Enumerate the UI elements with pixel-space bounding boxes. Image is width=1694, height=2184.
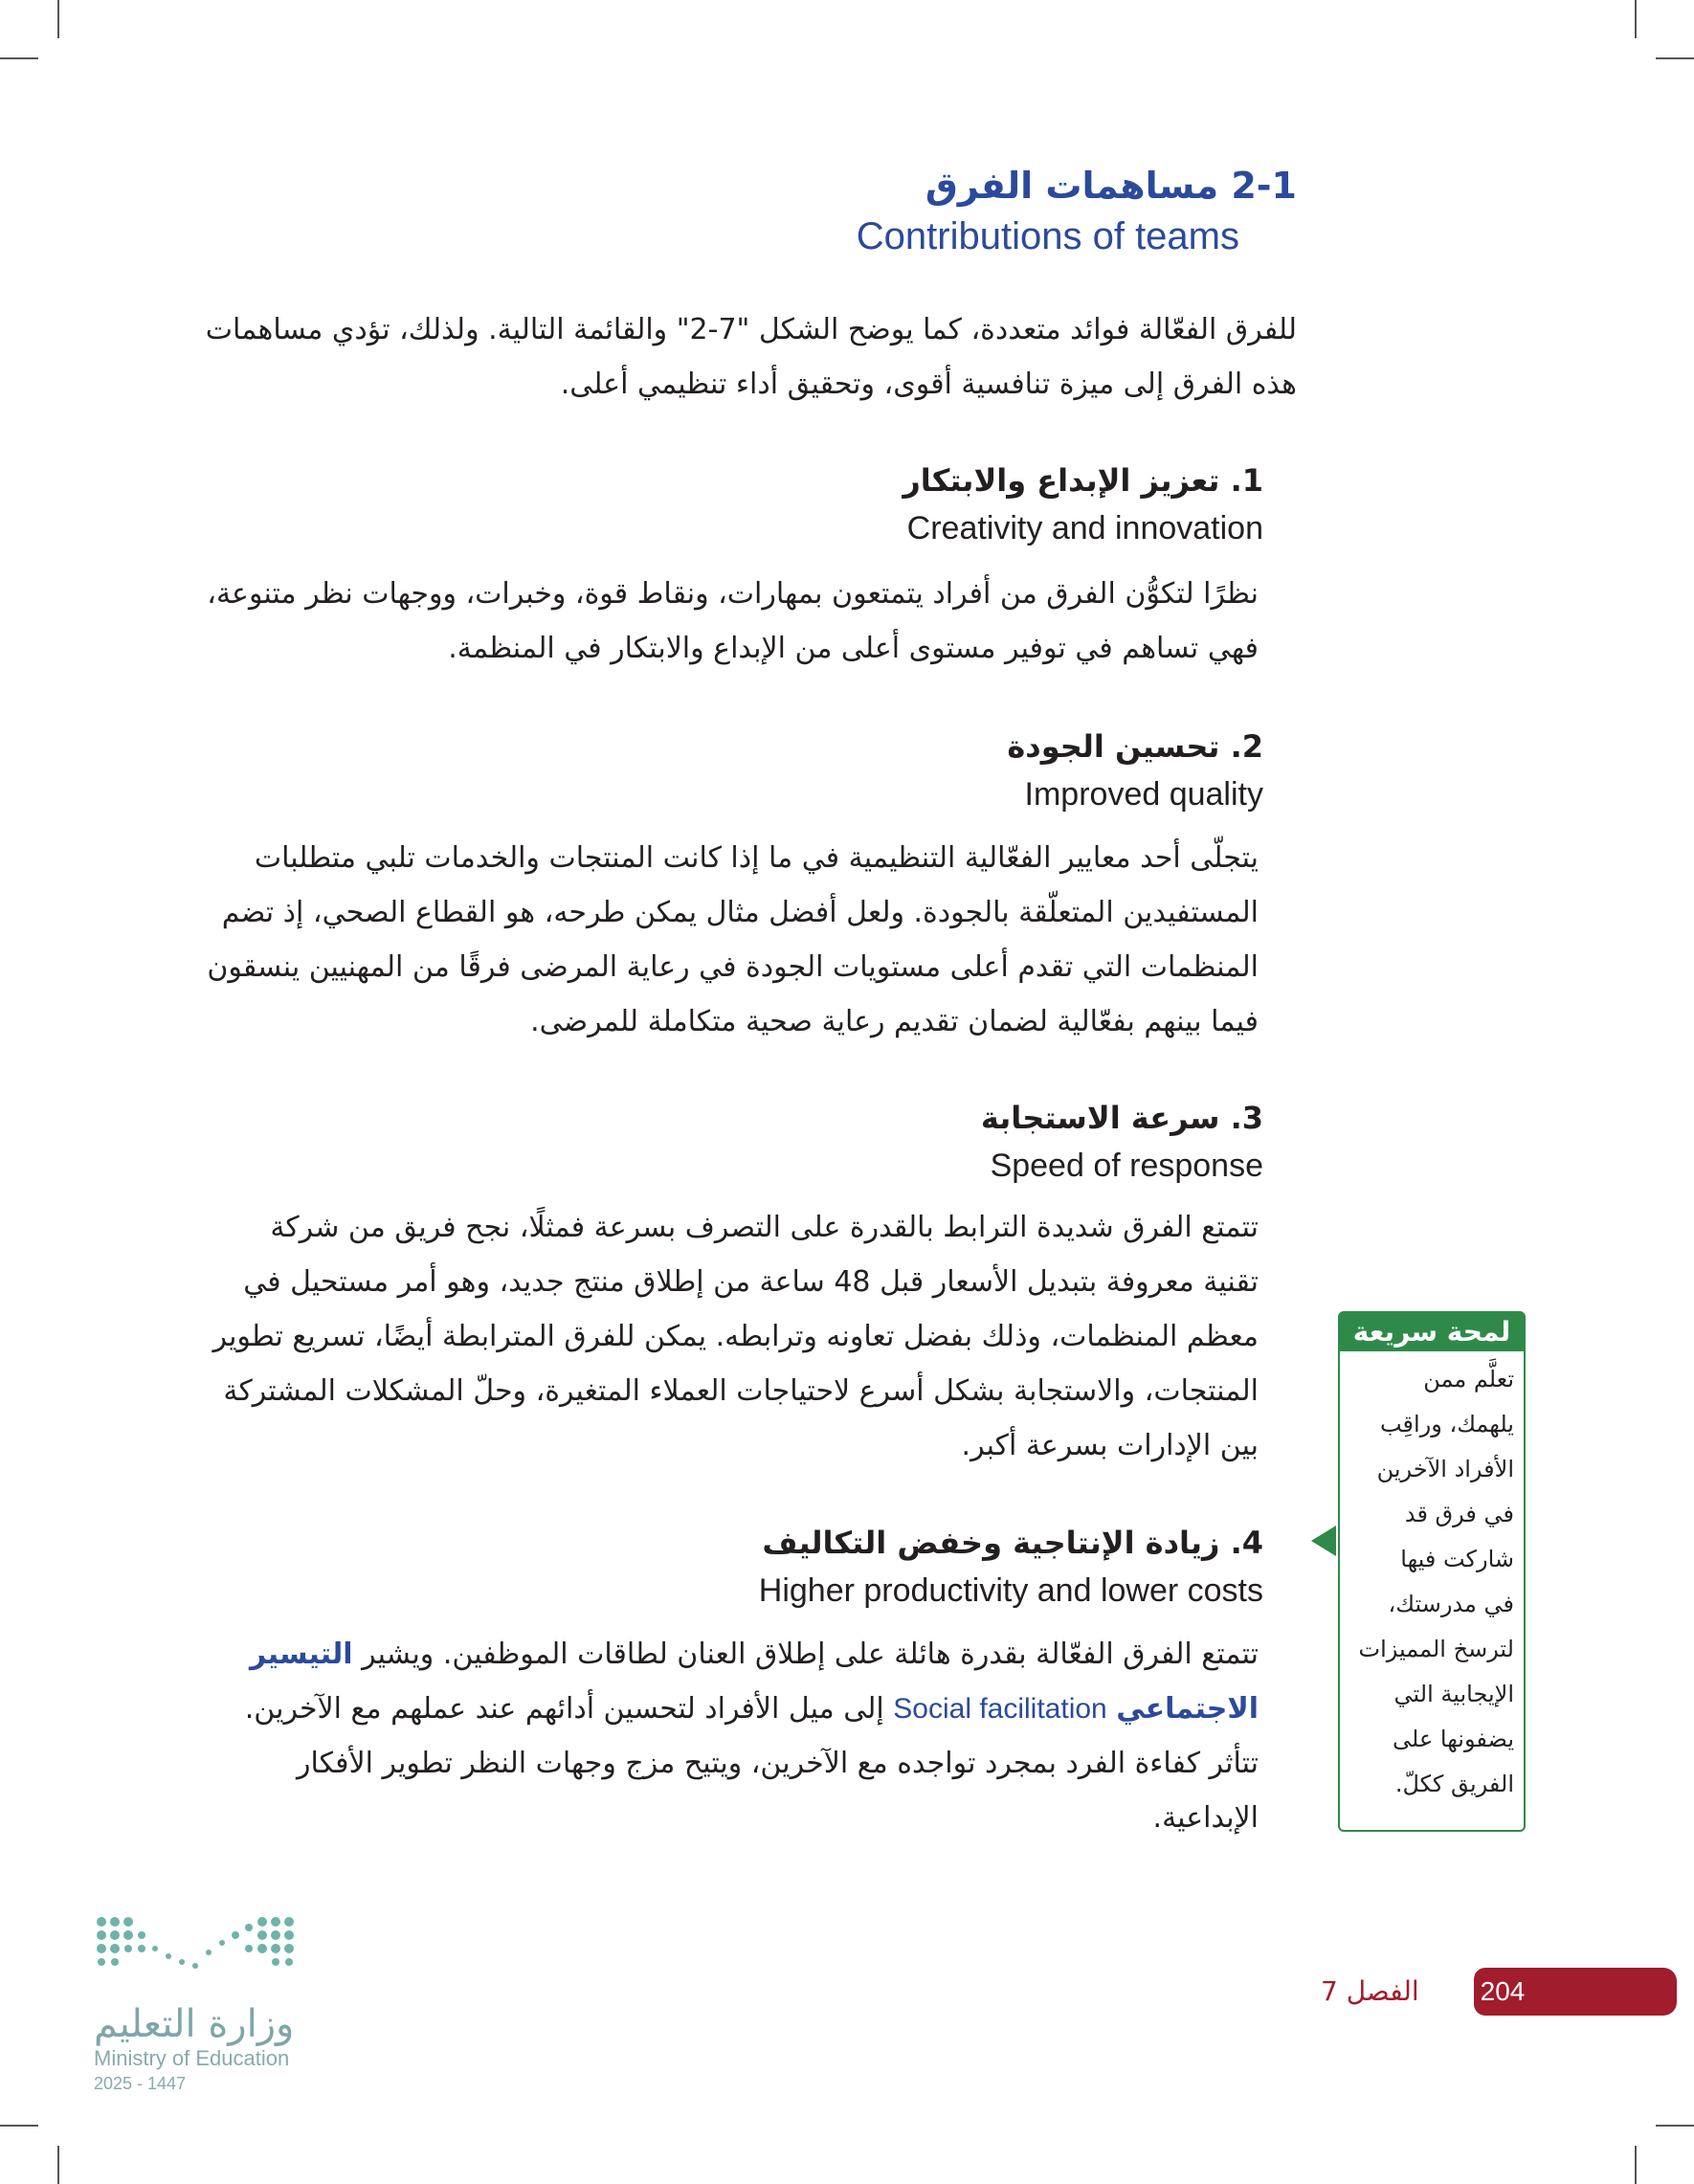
item-subtitle-creativity: Creativity and innovation (906, 510, 1263, 546)
page-number: 204 (1474, 1968, 1531, 2016)
crop-mark (1635, 0, 1637, 38)
crop-mark (0, 57, 38, 59)
key-term-ar: التيسير (250, 1638, 353, 1671)
paragraph-line: تتأثر كفاءة الفرد بمجرد تواجده مع الآخرين، ويتيح مزج وجهات النظر تطوير الأفكار (296, 1747, 1259, 1780)
quick-tip-box (1338, 1311, 1526, 1832)
section-number: 2-1 (1231, 165, 1297, 207)
item-paragraph-creativity (196, 567, 1259, 676)
crop-mark (57, 0, 59, 38)
crop-mark (1656, 2125, 1694, 2127)
item-title-speed: 3. سرعة الاستجابة (980, 1100, 1263, 1136)
item-subtitle-speed: Speed of response (990, 1148, 1263, 1184)
paragraph-line: معظم المنظمات، وذلك بفضل تعاونه وترابطه. يمكن للفرق المترابطة أيضًا، تسريع تطوير (212, 1320, 1259, 1353)
crop-mark (1635, 2146, 1637, 2184)
tip-line: الفريق ككلّ. (1394, 1771, 1514, 1797)
paragraph-line: تقنية معروفة بتبديل الأسعار قبل 48 ساعة من إطلاق منتج جديد، وهو أمر مستحيل في (243, 1265, 1259, 1299)
tip-line: يضفونها على (1393, 1726, 1514, 1752)
paragraph-line: فيما بينهم بفعّالية لضمان تقديم رعاية صحية متكاملة للمرضى. (530, 1005, 1259, 1038)
section-title-en: Contributions of teams (856, 215, 1239, 257)
item-paragraph-productivity (196, 1627, 1259, 1845)
paragraph-text: إلى ميل الأفراد لتحسين أدائهم عند عملهم مع الآخرين. (244, 1692, 884, 1726)
item-title-creativity: 1. تعزيز الإبداع والابتكار (903, 462, 1263, 499)
paragraph-line: فهي تساهم في توفير مستوى أعلى من الإبداع والابتكار في المنظمة. (448, 632, 1259, 665)
tip-line: الإيجابية التي (1393, 1681, 1514, 1707)
footer-bar (1529, 1968, 1677, 2016)
tip-line: الأفراد الآخرين (1376, 1456, 1514, 1482)
intro-paragraph (196, 302, 1297, 412)
item-subtitle-quality: Improved quality (1024, 776, 1263, 813)
tip-line: في فرق قد (1404, 1501, 1514, 1527)
paragraph-line: تتمتع الفرق شديدة الترابط بالقدرة على التصرف بسرعة فمثلًا، نجح فريق من شركة (270, 1211, 1259, 1244)
crop-mark (0, 2125, 38, 2127)
item-paragraph-speed (196, 1200, 1259, 1473)
paragraph-line: الإبداعية. (1152, 1801, 1259, 1835)
crop-mark (57, 2146, 59, 2184)
key-term-ar: الاجتماعي (1116, 1692, 1259, 1726)
paragraph-text: تتمتع الفرق الفعّالة بقدرة هائلة على إطلاق العنان لطاقات الموظفين. ويشير (362, 1638, 1259, 1671)
paragraph-line: المنتجات، والاستجابة بشكل أسرع لاحتياجات العملاء المتغيرة، وحلّ المشكلات المشتركة (223, 1374, 1259, 1408)
intro-line: هذه الفرق إلى ميزة تنافسية أقوى، وتحقيق أداء تنظيمي أعلى. (560, 368, 1297, 401)
tip-body (1340, 1351, 1524, 1807)
paragraph-line: بين الإدارات بسرعة أكبر. (961, 1429, 1259, 1462)
tip-line: لترسخ المميزات (1358, 1636, 1514, 1662)
logo-text-ar: وزارة التعليم (94, 2002, 295, 2046)
paragraph-line: المنظمات التي تقدم أعلى مستويات الجودة في رعاية المرضى فرقًا من المهنيين ينسقون (207, 950, 1259, 984)
ministry-logo-icon (94, 1914, 304, 1991)
crop-mark (1656, 57, 1694, 59)
tip-line: تعلَّم ممن (1423, 1366, 1514, 1393)
section-heading (857, 161, 1297, 262)
paragraph-line: نظرًا لتكوُّن الفرق من أفراد يتمتعون بمهارات، ونقاط قوة، وخبرات، ووجهات نظر متنوعة، (207, 577, 1259, 611)
paragraph-line: يتجلّى أحد معايير الفعّالية التنظيمية في ما إذا كانت المنتجات والخدمات تلبي متطلبات (254, 841, 1259, 875)
section-title-ar-text: مساهمات الفرق (925, 165, 1219, 207)
tip-header: لمحة سريعة (1340, 1313, 1524, 1351)
tip-line: يلهمك، وراقِب (1379, 1411, 1514, 1437)
item-title-quality: 2. تحسين الجودة (1007, 728, 1263, 765)
key-term-en: Social facilitation (893, 1693, 1107, 1725)
item-subtitle-productivity: Higher productivity and lower costs (758, 1572, 1263, 1609)
chapter-label: الفصل 7 (1321, 1975, 1419, 2007)
tip-line: في مدرستك، (1388, 1591, 1514, 1617)
section-title-ar (857, 161, 1297, 211)
paragraph-line: المستفيدين المتعلّقة بالجودة. ولعل أفضل مثال يمكن طرحه، هو القطاع الصحي، إذ تضم (221, 896, 1259, 929)
logo-text-en: Ministry of Education (94, 2046, 290, 2070)
paragraph-line (196, 1627, 1259, 1682)
intro-line: للفرق الفعّالة فوائد متعددة، كما يوضح الشكل "7-2" والقائمة التالية. ولذلك، تؤدي مساهمات (205, 313, 1297, 346)
tip-pointer-arrow (1311, 1526, 1336, 1556)
tip-line: شاركت فيها (1400, 1546, 1514, 1572)
item-paragraph-quality (196, 831, 1259, 1049)
logo-year: 2025 - 1447 (94, 2074, 187, 2093)
item-title-productivity: 4. زيادة الإنتاجية وخفض التكاليف (762, 1525, 1263, 1561)
paragraph-line (196, 1682, 1259, 1736)
